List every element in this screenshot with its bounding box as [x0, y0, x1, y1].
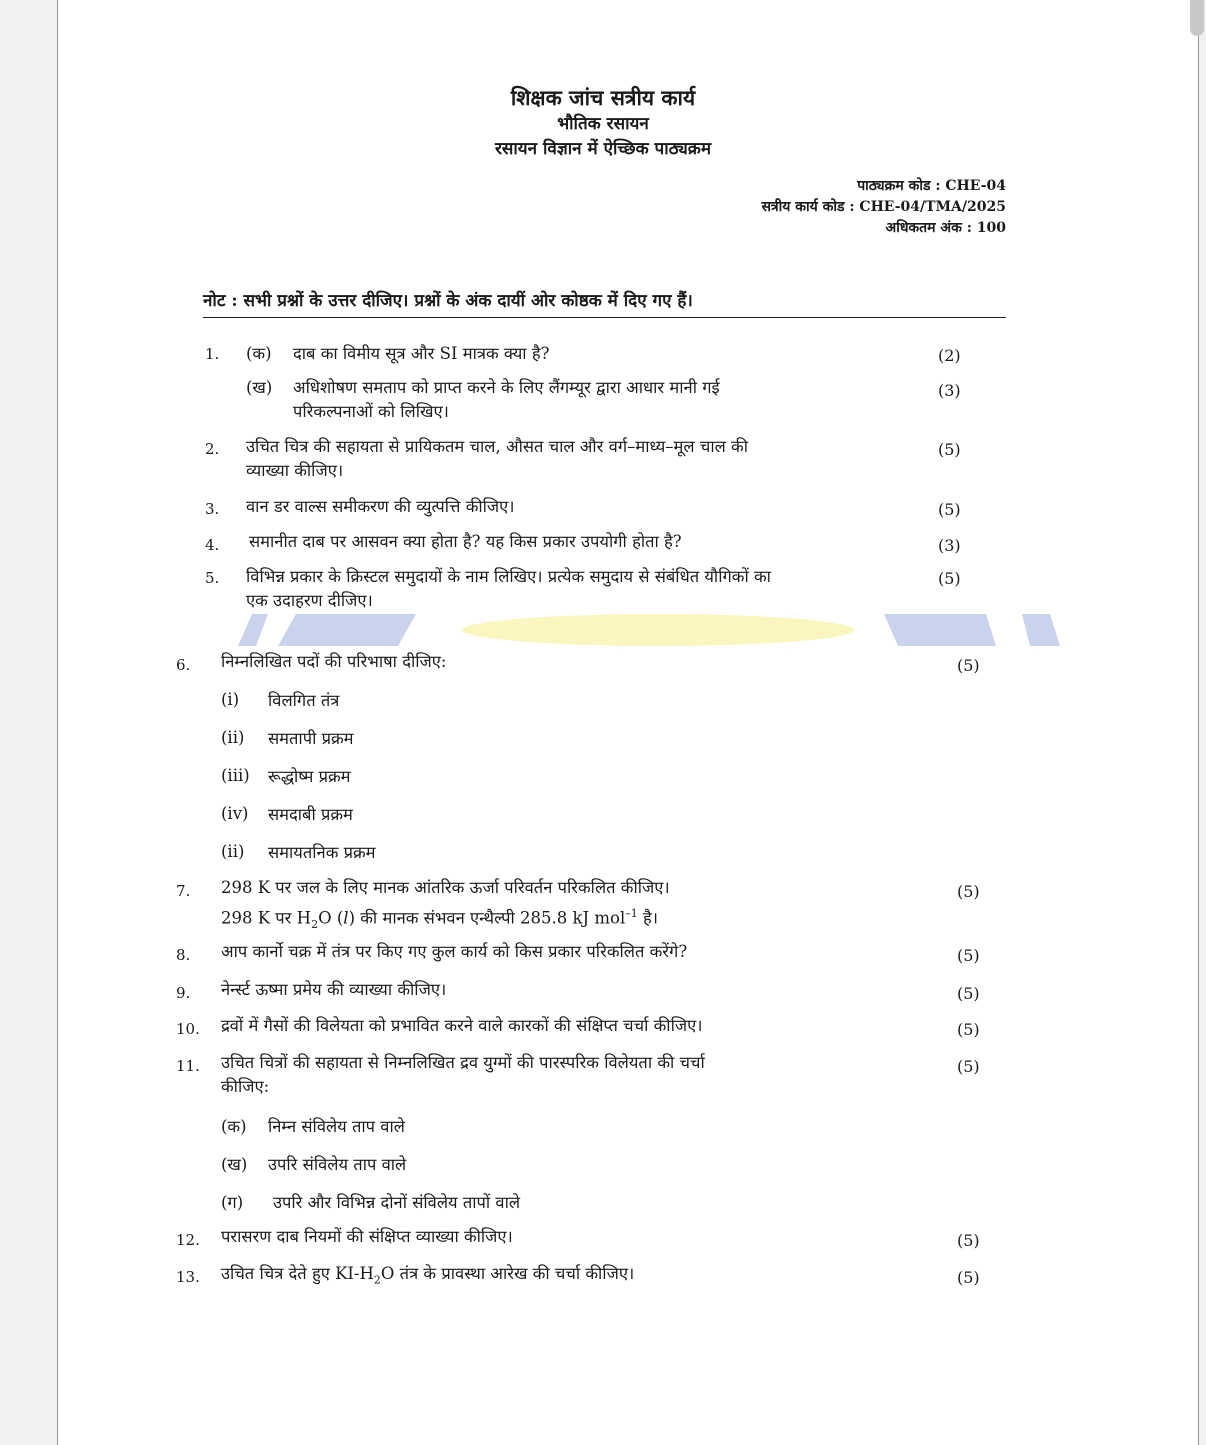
question-1b-label: (ख) — [246, 378, 273, 397]
question-marks: (3) — [938, 381, 961, 400]
question-text-formula: 298 K पर $H_2O$ (l) की मानक संभवन एन्थैल्पी 285.8 kJ mol$^{-1}$ है। — [221, 907, 658, 931]
question-marks: (5) — [957, 1231, 980, 1250]
question-marks: (3) — [938, 536, 961, 555]
sub-item-text: समायतनिक प्रक्रम — [268, 843, 376, 862]
sub-item-label: (i) — [221, 690, 240, 709]
question-marks: (5) — [957, 946, 980, 965]
question-number: 1. — [205, 345, 220, 363]
question-1a-label: (क) — [246, 344, 272, 363]
question-text: व्याख्या कीजिए। — [246, 461, 344, 480]
max-marks: अधिकतम अंक : 100 — [885, 220, 1006, 236]
sub-item-text: समतापी प्रक्रम — [268, 729, 354, 748]
question-number: 11. — [176, 1057, 200, 1075]
question-text: समानीत दाब पर आसवन क्या होता है? यह किस प्रकार उपयोगी होता है? — [249, 532, 682, 551]
question-text-formula: उचित चित्र देते हुए $KI-H_2O$ तंत्र के प्रावस्था आरेख की चर्चा कीजिए। — [221, 1264, 635, 1287]
program-title: रसायन विज्ञान में ऐच्छिक पाठ्यक्रम — [494, 139, 712, 159]
question-text: उचित चित्र की सहायता से प्रायिकतम चाल, औसत चाल और वर्ग–माध्य–मूल चाल की — [246, 437, 748, 456]
instruction-note: नोट : सभी प्रश्नों के उत्तर दीजिए। प्रश्नों के अंक दायीं ओर कोष्ठक में दिए गए हैं। — [203, 288, 1006, 318]
sub-item-label: (ii) — [221, 728, 245, 747]
question-marks: (5) — [938, 440, 961, 459]
document-title: शिक्षक जांच सत्रीय कार्य — [510, 85, 696, 110]
question-number: 6. — [176, 656, 191, 674]
sub-item-label: (क) — [221, 1117, 247, 1136]
question-text: उचित चित्रों की सहायता से निम्नलिखित द्रव युग्मों की पारस्परिक विलेयता की चर्चा — [221, 1053, 705, 1072]
course-meta — [761, 176, 1006, 239]
question-text: आप कार्नो चक्र में तंत्र पर किए गए कुल कार्य को किस प्रकार परिकलित करेंगे? — [221, 942, 688, 961]
assignment-code: सत्रीय कार्य कोड : CHE-04/TMA/2025 — [761, 199, 1006, 215]
question-text: विभिन्न प्रकार के क्रिस्टल समुदायों के नाम लिखिए। प्रत्येक समुदाय से संबंधित यौगिकों का — [246, 567, 771, 586]
question-number: 4. — [205, 536, 220, 554]
question-number: 12. — [176, 1231, 200, 1249]
sub-item-label: (ii) — [221, 842, 245, 861]
sub-item-label: (ग) — [221, 1193, 244, 1212]
question-marks: (2) — [938, 346, 961, 365]
question-number: 7. — [176, 882, 191, 900]
question-number: 2. — [205, 440, 220, 458]
sub-item-text: उपरि और विभिन्न दोनों संविलेय तापों वाले — [273, 1193, 521, 1212]
question-marks: (5) — [957, 1268, 980, 1287]
question-marks: (5) — [957, 1057, 980, 1076]
sub-item-text: विलगित तंत्र — [268, 691, 340, 710]
sub-item-label: (iv) — [221, 804, 249, 823]
question-number: 8. — [176, 946, 191, 964]
sub-item-label: (iii) — [221, 766, 250, 785]
question-marks: (5) — [957, 984, 980, 1003]
question-1a-text: दाब का विमीय सूत्र और SI मात्रक क्या है? — [293, 344, 550, 363]
question-text: परासरण दाब नियमों की संक्षिप्त व्याख्या कीजिए। — [221, 1227, 513, 1246]
sub-item-text: रूद्धोष्म प्रक्रम — [268, 767, 351, 786]
scrollbar-thumb[interactable] — [1190, 0, 1204, 36]
question-marks: (5) — [957, 882, 980, 901]
question-number: 3. — [205, 500, 220, 518]
sub-item-text: निम्न संविलेय ताप वाले — [268, 1117, 405, 1136]
question-1b-line2: परिकल्पनाओं को लिखिए। — [293, 402, 449, 421]
question-number: 13. — [176, 1268, 200, 1286]
question-marks: (5) — [957, 1020, 980, 1039]
question-1b-line1: अधिशोषण समताप को प्राप्त करने के लिए लैंगम्यूर द्वारा आधार मानी गई — [293, 378, 720, 397]
question-text: नेर्न्स्ट ऊष्मा प्रमेय की व्याख्या कीजिए। — [221, 980, 447, 999]
question-marks: (5) — [938, 500, 961, 519]
question-text: एक उदाहरण दीजिए। — [246, 591, 373, 610]
question-marks: (5) — [957, 656, 980, 675]
sub-item-text: समदाबी प्रक्रम — [268, 805, 353, 824]
subject-title: भौतिक रसायन — [557, 114, 649, 134]
question-number: 10. — [176, 1020, 200, 1038]
question-number: 9. — [176, 984, 191, 1002]
question-text: वान डर वाल्स समीकरण की व्युत्पत्ति कीजिए। — [246, 497, 515, 516]
course-code: पाठ्यक्रम कोड : CHE-04 — [857, 178, 1006, 194]
sub-item-text: उपरि संविलेय ताप वाले — [268, 1155, 407, 1174]
question-marks: (5) — [938, 569, 961, 588]
watermark-graphic — [238, 614, 1064, 646]
sub-item-label: (ख) — [221, 1155, 248, 1174]
document-header — [0, 84, 1206, 162]
question-number: 5. — [205, 569, 220, 587]
question-text: कीजिए: — [221, 1077, 270, 1096]
question-text: द्रवों में गैसों की विलेयता को प्रभावित करने वाले कारकों की संक्षिप्त चर्चा कीजिए। — [221, 1016, 703, 1035]
watermark-band — [238, 614, 1064, 646]
question-text: 298 K पर जल के लिए मानक आंतरिक ऊर्जा परिवर्तन परिकलित कीजिए। — [221, 878, 670, 897]
question-text: निम्नलिखित पदों की परिभाषा दीजिए: — [221, 652, 447, 671]
